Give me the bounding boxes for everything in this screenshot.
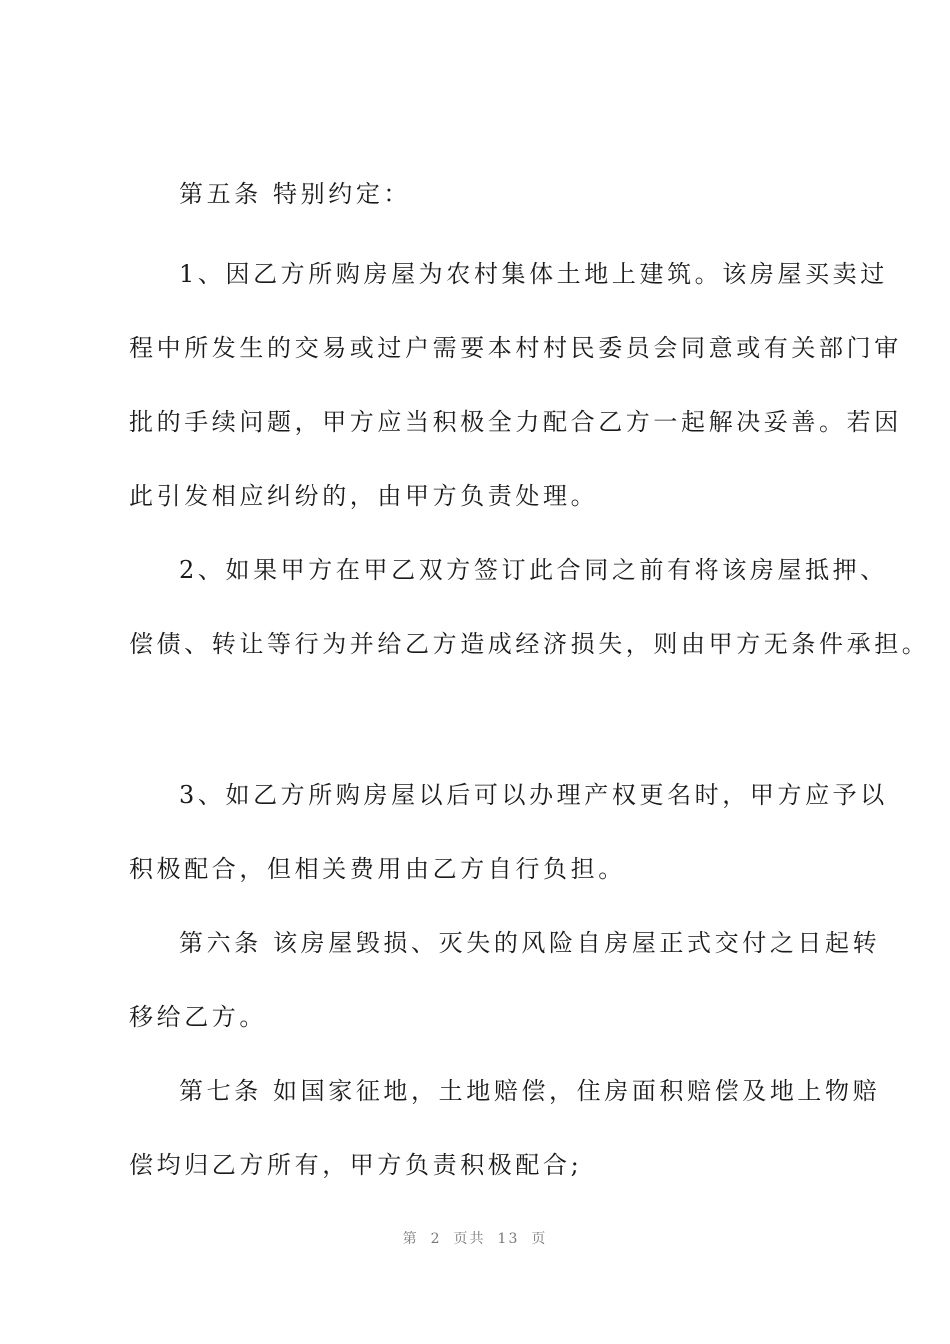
footer-page-suffix: 页 xyxy=(531,1231,548,1247)
article-5-heading: 第五条 特别约定： xyxy=(179,180,412,208)
footer-page-number: 2 xyxy=(430,1231,442,1247)
article-6-line: 第六条 该房屋毁损、灭失的风险自房屋正式交付之日起转 xyxy=(179,929,881,957)
paragraph-line: 2、如果甲方在甲乙双方签订此合同之前有将该房屋抵押、 xyxy=(179,556,888,584)
paragraph-line: 1、因乙方所购房屋为农村集体土地上建筑。该房屋买卖过 xyxy=(179,260,888,288)
footer-total-pages: 13 xyxy=(497,1231,520,1247)
paragraph-line: 移给乙方。 xyxy=(129,1003,267,1031)
page-footer xyxy=(0,1228,950,1248)
footer-page-prefix: 第 xyxy=(402,1231,419,1247)
paragraph-line: 偿债、转让等行为并给乙方造成经济损失，则由甲方无条件承担。 xyxy=(129,630,930,658)
paragraph-line: 3、如乙方所购房屋以后可以办理产权更名时，甲方应予以 xyxy=(179,781,888,809)
paragraph-line: 偿均归乙方所有，甲方负责积极配合; xyxy=(129,1151,583,1179)
article-7-line: 第七条 如国家征地，土地赔偿，住房面积赔偿及地上物赔 xyxy=(179,1077,881,1105)
paragraph-line: 程中所发生的交易或过户需要本村村民委员会同意或有关部门审 xyxy=(129,334,902,362)
paragraph-line: 批的手续问题，甲方应当积极全力配合乙方一起解决妥善。若因 xyxy=(129,408,902,436)
footer-page-mid: 页共 xyxy=(453,1231,486,1247)
paragraph-line: 此引发相应纠纷的，由甲方负责处理。 xyxy=(129,482,599,510)
paragraph-line: 积极配合，但相关费用由乙方自行负担。 xyxy=(129,855,626,883)
